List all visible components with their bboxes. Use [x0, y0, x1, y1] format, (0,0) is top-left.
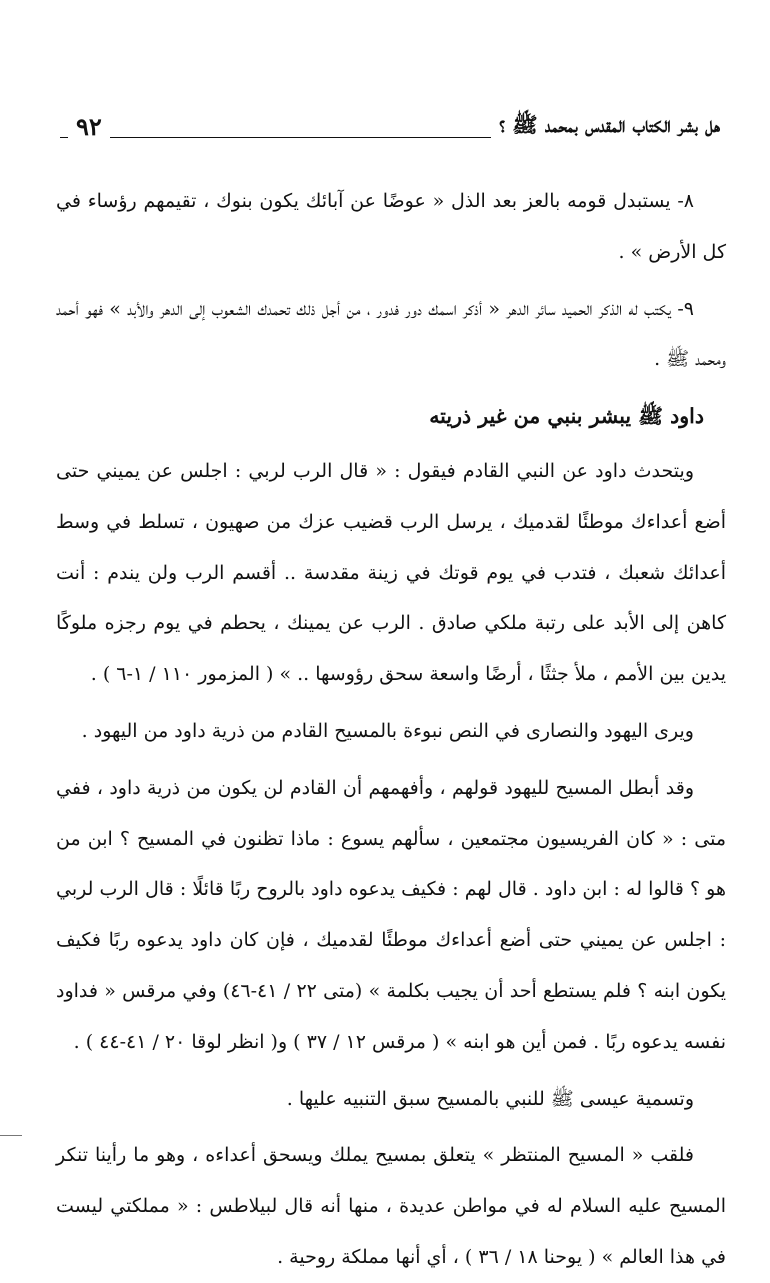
section-heading: داود ﷺ يبشر بنبي من غير ذريته — [429, 404, 704, 429]
paragraph-awaited-messiah: فلقب « المسيح المنتظر » يتعلق بمسيح يملك ويسحق أعداءه ، وهو ما رأينا تنكر المسيح عليه السلام له في مواطن عديدة ، منها أنه قال لبيلاطس : « مملكتي ليست في هذا العالم » ( يوحنا ١٨ / ٣٦ ) ، أي أنها مملكة روحية . — [56, 1144, 726, 1268]
page-number: ٩٢ — [68, 112, 110, 141]
running-header — [60, 110, 720, 150]
page-body — [56, 176, 726, 1283]
paragraph-messiah-refutation: وقد أبطل المسيح لليهود قولهم ، وأفهمهم أن القادم لن يكون من ذرية داود ، ففي متى : « كان الفريسيون مجتمعين ، سألهم يسوع : ماذا تظنون في المسيح ؟ ابن من هو ؟ قالوا له : ابن داود . قال لهم : فكيف يدعوه داود بالروح ربًا قائلًا : قال الرب لربي : اجلس عن يميني حتى أضع أعداءك موطئًا لقدميك ، فإن كان داود يدعوه ربًا فكيف يكون ابنه ؟ فلم يستطع أحد أن يجيب بكلمة » (متى ٢٢ / ٤١-٤٦) وفي مرقس « فداود نفسه يدعوه ربًا . فمن أين هو ابنه » ( مرقس ١٢ / ٣٧ ) و( انظر لوقا ٢٠ / ٤١-٤٤ ) . — [56, 776, 726, 1053]
running-title: هل بشر الكتاب المقدس بمحمد ﷺ ؟ — [491, 112, 720, 143]
paragraph-jews-christians-view: ويرى اليهود والنصارى في النص نبوءة بالمسيح القادم من ذرية داود من اليهود . — [81, 719, 694, 742]
paragraph-item-8: ٨- يستبدل قومه بالعز بعد الذل « عوضًا عن آبائك يكون بنوك ، تقيمهم رؤساء في كل الأرض » . — [56, 190, 726, 263]
margin-rule — [0, 1135, 22, 1136]
paragraph-item-9: ٩- يكتب له الذكر الحميد سائر الدهر « أذكر اسمك دور فدور ، من أجل ذلك تحمدك الشعوب إلى الدهر والأبد » فهو أحمد ومحمد ﷺ . — [56, 297, 726, 371]
paragraph-jesus-naming: وتسمية عيسى ﷺ للنبي بالمسيح سبق التنبيه عليها . — [286, 1087, 694, 1110]
paragraph-psalm-quote: ويتحدث داود عن النبي القادم فيقول : « قال الرب لربي : اجلس عن يميني حتى أضع أعداءك موطئًا لقدميك ، يرسل الرب قضيب عزك من صهيون ، تسلط في وسط أعدائك شعبك ، فتدب في يوم قوتك في زينة مقدسة .. أقسم الرب ولن يندم : أنت كاهن إلى الأبد على رتبة ملكي صادق . الرب عن يمينك ، يحطم في يوم رجزه ملوكًا يدين بين الأمم ، ملأ جثثًا ، أرضًا واسعة سحق رؤوسها .. » ( المزمور ١١٠ / ١-٦ ) . — [56, 459, 726, 686]
